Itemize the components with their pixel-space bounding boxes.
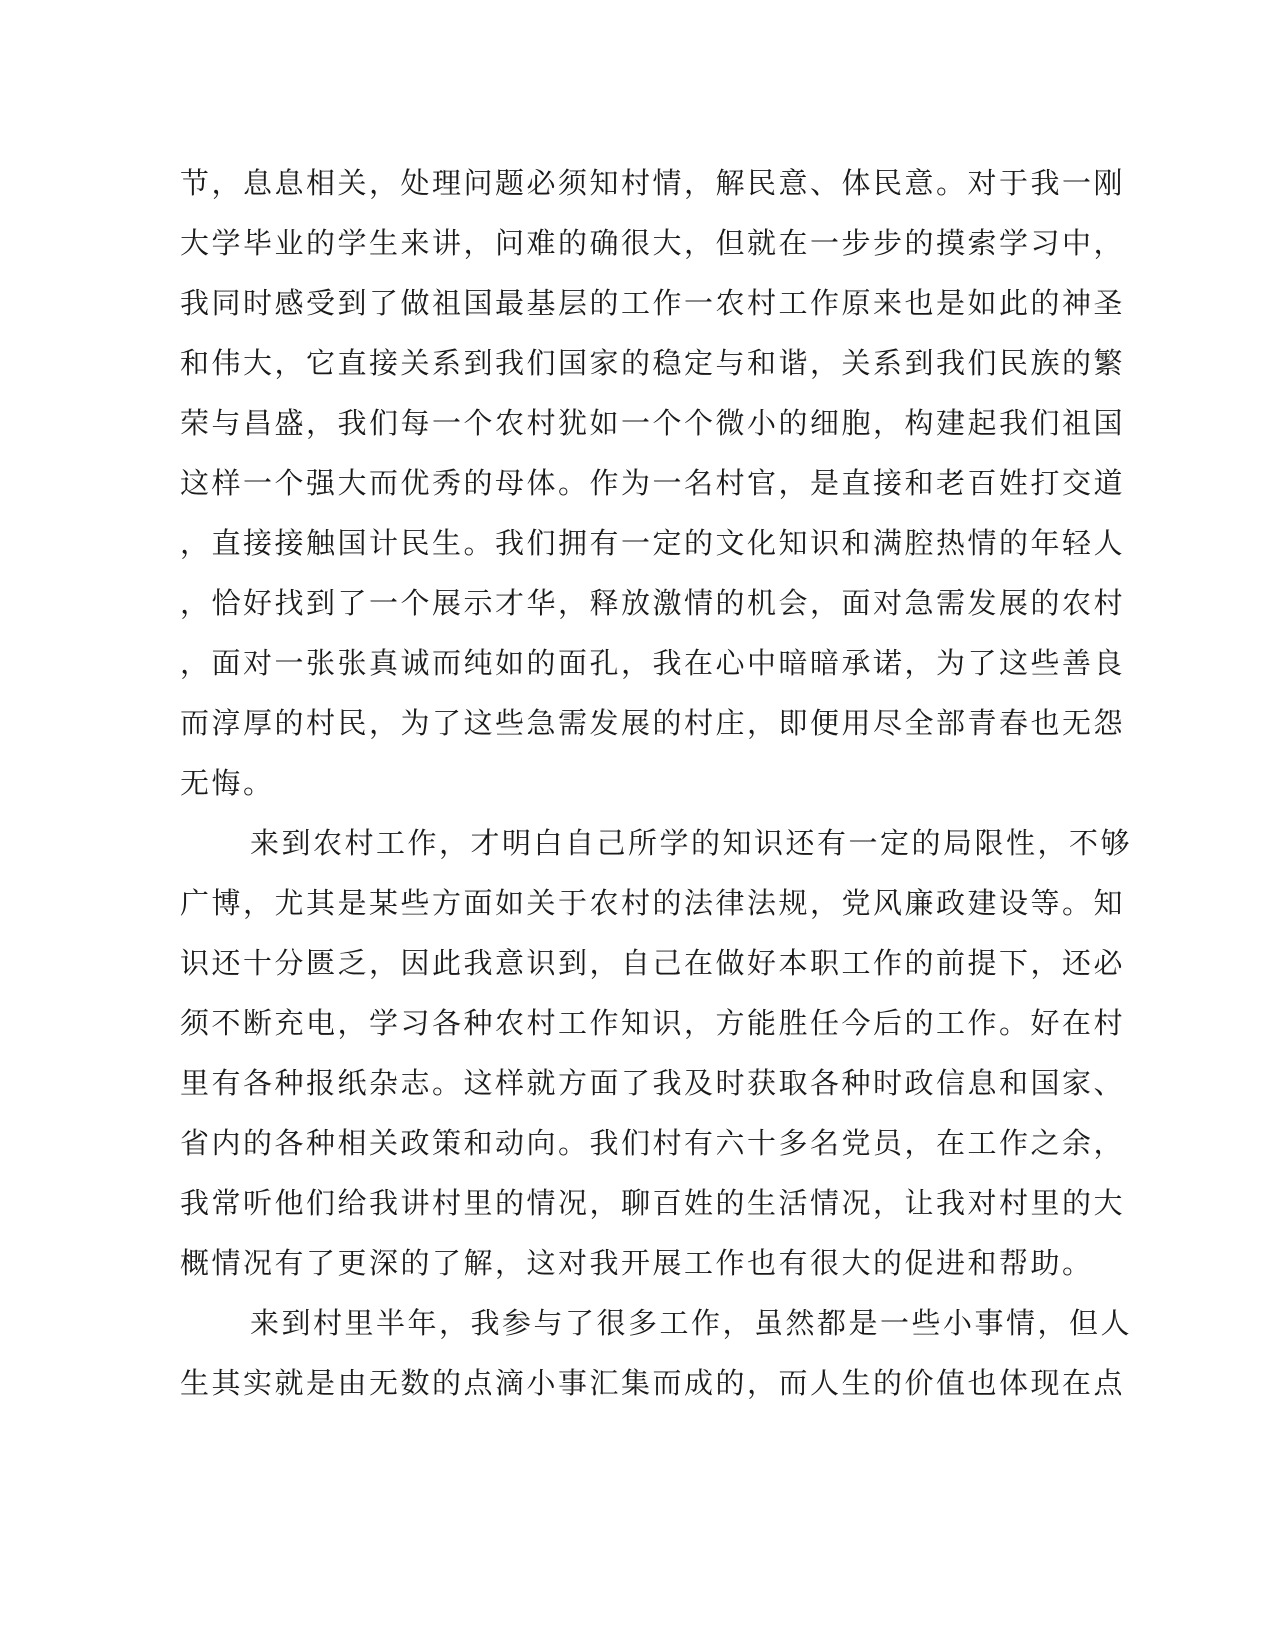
text-line: 概情况有了更深的了解，这对我开展工作也有很大的促进和帮助。 bbox=[180, 1246, 1094, 1280]
text-line: 荣与昌盛，我们每一个农村犹如一个个微小的细胞，构建起我们祖国 bbox=[180, 406, 1126, 440]
text-line: 省内的各种相关政策和动向。我们村有六十多名党员，在工作之余， bbox=[180, 1126, 1126, 1160]
paragraph-3 bbox=[180, 1297, 1133, 1417]
text-line: 生其实就是由无数的点滴小事汇集而成的，而人生的价值也体现在点 bbox=[180, 1366, 1126, 1400]
text-line: 须不断充电，学习各种农村工作知识，方能胜任今后的工作。好在村 bbox=[180, 1006, 1126, 1040]
text-line: 节，息息相关，处理问题必须知村情，解民意、体民意。对于我一刚 bbox=[180, 166, 1126, 200]
text-line: ，恰好找到了一个展示才华，释放激情的机会，面对急需发展的农村 bbox=[180, 586, 1126, 620]
paragraph-1 bbox=[180, 157, 1126, 817]
text-line: 大学毕业的学生来讲，问难的确很大，但就在一步步的摸索学习中， bbox=[180, 226, 1126, 260]
text-line: 里有各种报纸杂志。这样就方面了我及时获取各种时政信息和国家、 bbox=[180, 1066, 1126, 1100]
text-line: 无悔。 bbox=[180, 766, 275, 800]
text-line: ，直接接触国计民生。我们拥有一定的文化知识和满腔热情的年轻人 bbox=[180, 526, 1126, 560]
text-line: 而淳厚的村民，为了这些急需发展的村庄，即便用尽全部青春也无怨 bbox=[180, 706, 1126, 740]
text-line: 我常听他们给我讲村里的情况，聊百姓的生活情况，让我对村里的大 bbox=[180, 1186, 1126, 1220]
text-line-first: 来到农村工作，才明白自己所学的知识还有一定的局限性，不够 bbox=[250, 826, 1133, 860]
text-line: 广博，尤其是某些方面如关于农村的法律法规，党风廉政建设等。知 bbox=[180, 886, 1126, 920]
text-line: 这样一个强大而优秀的母体。作为一名村官，是直接和老百姓打交道 bbox=[180, 466, 1126, 500]
text-line-first: 来到村里半年，我参与了很多工作，虽然都是一些小事情，但人 bbox=[250, 1306, 1133, 1340]
paragraph-2 bbox=[180, 817, 1133, 1297]
text-line: 和伟大，它直接关系到我们国家的稳定与和谐，关系到我们民族的繁 bbox=[180, 346, 1126, 380]
text-line: 我同时感受到了做祖国最基层的工作一农村工作原来也是如此的神圣 bbox=[180, 286, 1126, 320]
document-body bbox=[180, 157, 1133, 1417]
text-line: 识还十分匮乏，因此我意识到，自己在做好本职工作的前提下，还必 bbox=[180, 946, 1126, 980]
text-line: ，面对一张张真诚而纯如的面孔，我在心中暗暗承诺，为了这些善良 bbox=[180, 646, 1126, 680]
